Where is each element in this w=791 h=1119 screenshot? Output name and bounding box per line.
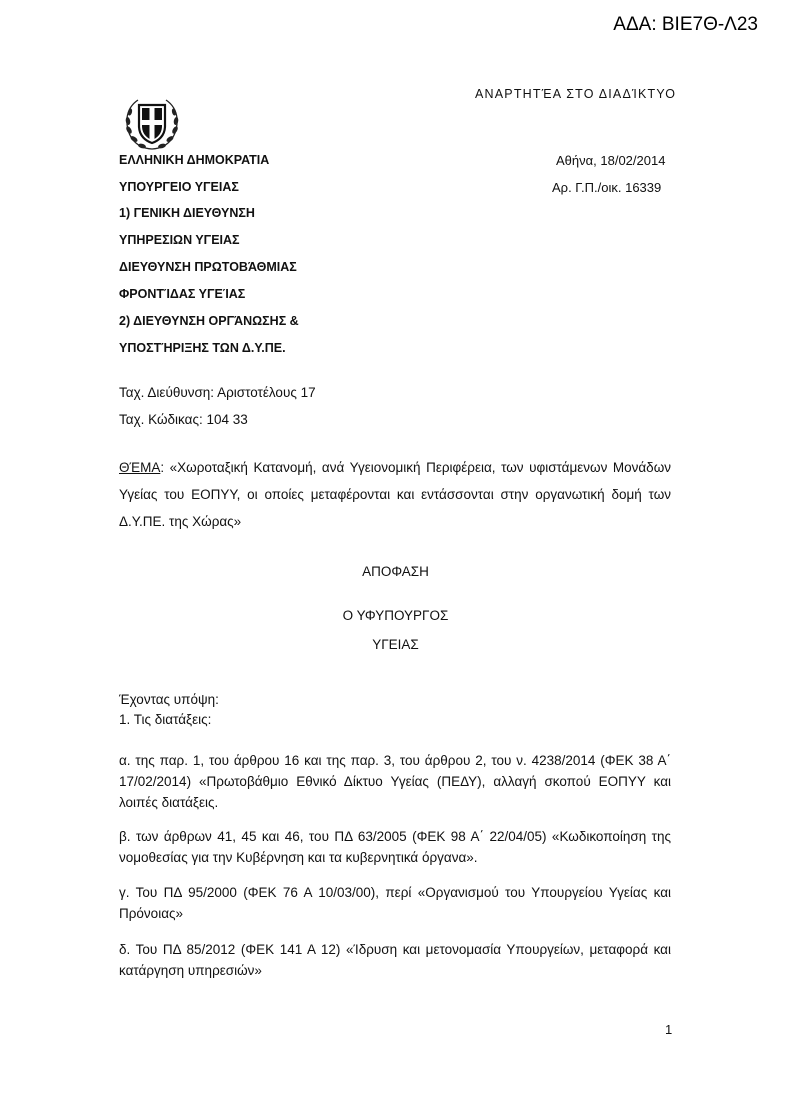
issuer-line-5: ΔΙΕΥΘΥΝΣΗ ΠΡΩΤΟΒΆΘΜΙΑΣ [119,260,297,274]
issuer-line-1: ΕΛΛΗΝΙΚΗ ΔΗΜΟΚΡΑΤΙΑ [119,153,270,167]
ada-code: ΑΔΑ: ΒΙΕ7Θ-Λ23 [613,14,758,35]
posting-note: ΑΝΑΡΤΗΤΈΑ ΣΤΟ ΔΙΑΔΊΚΤΥΟ [475,87,677,101]
document-date: Αθήνα, 18/02/2014 [556,153,666,168]
provisions-heading: 1. Τις διατάξεις: [119,712,212,727]
subject-text: : «Χωροταξική Κατανομή, ανά Υγειονομική Περιφέρεια, των υφιστάμενων Μονάδων Υγείας του ΕΟΠΥΥ, οι οποίες μεταφέρονται και εντάσσονται στην οργανωτική δομή των Δ.Υ.ΠΕ. της Χώρας» [119,460,671,529]
signatory-line-2: ΥΓΕΙΑΣ [372,637,419,652]
issuer-line-4: ΥΠΗΡΕΣΙΩΝ ΥΓΕΙΑΣ [119,233,240,247]
subject-paragraph [119,454,671,535]
provision-item-c: γ. Του ΠΔ 95/2000 (ΦΕΚ 76 Α 10/03/00), περί «Οργανισμού του Υπουργείου Υγείας και Πρόνοιας» [119,885,671,921]
considering-label: Έχοντας υπόψη: [119,692,219,707]
provision-item-a: α. της παρ. 1, του άρθρου 16 και της παρ. 3, του άρθρου 2, του ν. 4238/2014 (ΦΕΚ 38 Α΄ 17/02/2014) «Πρωτοβάθμιο Εθνικό Δίκτυο Υγείας (ΠΕΔΥ), αλλαγή σκοπού ΕΟΠΥΥ και λοιπές διατάξεις. [119,753,671,810]
page-number: 1 [665,1022,673,1037]
postal-code: Ταχ. Κώδικας: 104 33 [119,412,248,427]
provision-item-d: δ. Του ΠΔ 85/2012 (ΦΕΚ 141 Α 12) «Ίδρυση και μετονομασία Υπουργείων, μεταφορά και κατάργηση υπηρεσιών» [119,942,671,978]
subject-label: ΘΈΜΑ [119,460,161,475]
postal-address: Ταχ. Διεύθυνση: Αριστοτέλους 17 [119,385,316,400]
reference-number: Αρ. Γ.Π./οικ. 16339 [552,180,662,195]
provision-item-b: β. των άρθρων 41, 45 και 46, του ΠΔ 63/2005 (ΦΕΚ 98 Α΄ 22/04/05) «Κωδικοποίηση της νομοθεσίας για την Κυβέρνηση και τα κυβερνητικά όργανα». [119,829,671,865]
issuer-line-3: 1) ΓΕΝΙΚΗ ΔΙΕΥΘΥΝΣΗ [119,206,255,220]
greek-coat-of-arms-icon [122,96,182,152]
issuer-line-6: ΦΡΟΝΤΊΔΑΣ ΥΓΕΊΑΣ [119,287,246,301]
signatory-line-1: Ο ΥΦΥΠΟΥΡΓΟΣ [342,608,449,623]
decision-title: ΑΠΟΦΑΣΗ [362,564,429,579]
issuer-line-7: 2) ΔΙΕΥΘΥΝΣΗ ΟΡΓΆΝΩΣΗΣ & [119,314,299,328]
issuer-line-2: ΥΠΟΥΡΓΕΙΟ ΥΓΕΙΑΣ [119,180,239,194]
issuer-line-8: ΥΠΟΣΤΉΡΙΞΗΣ ΤΩΝ Δ.Υ.ΠΕ. [119,341,286,355]
